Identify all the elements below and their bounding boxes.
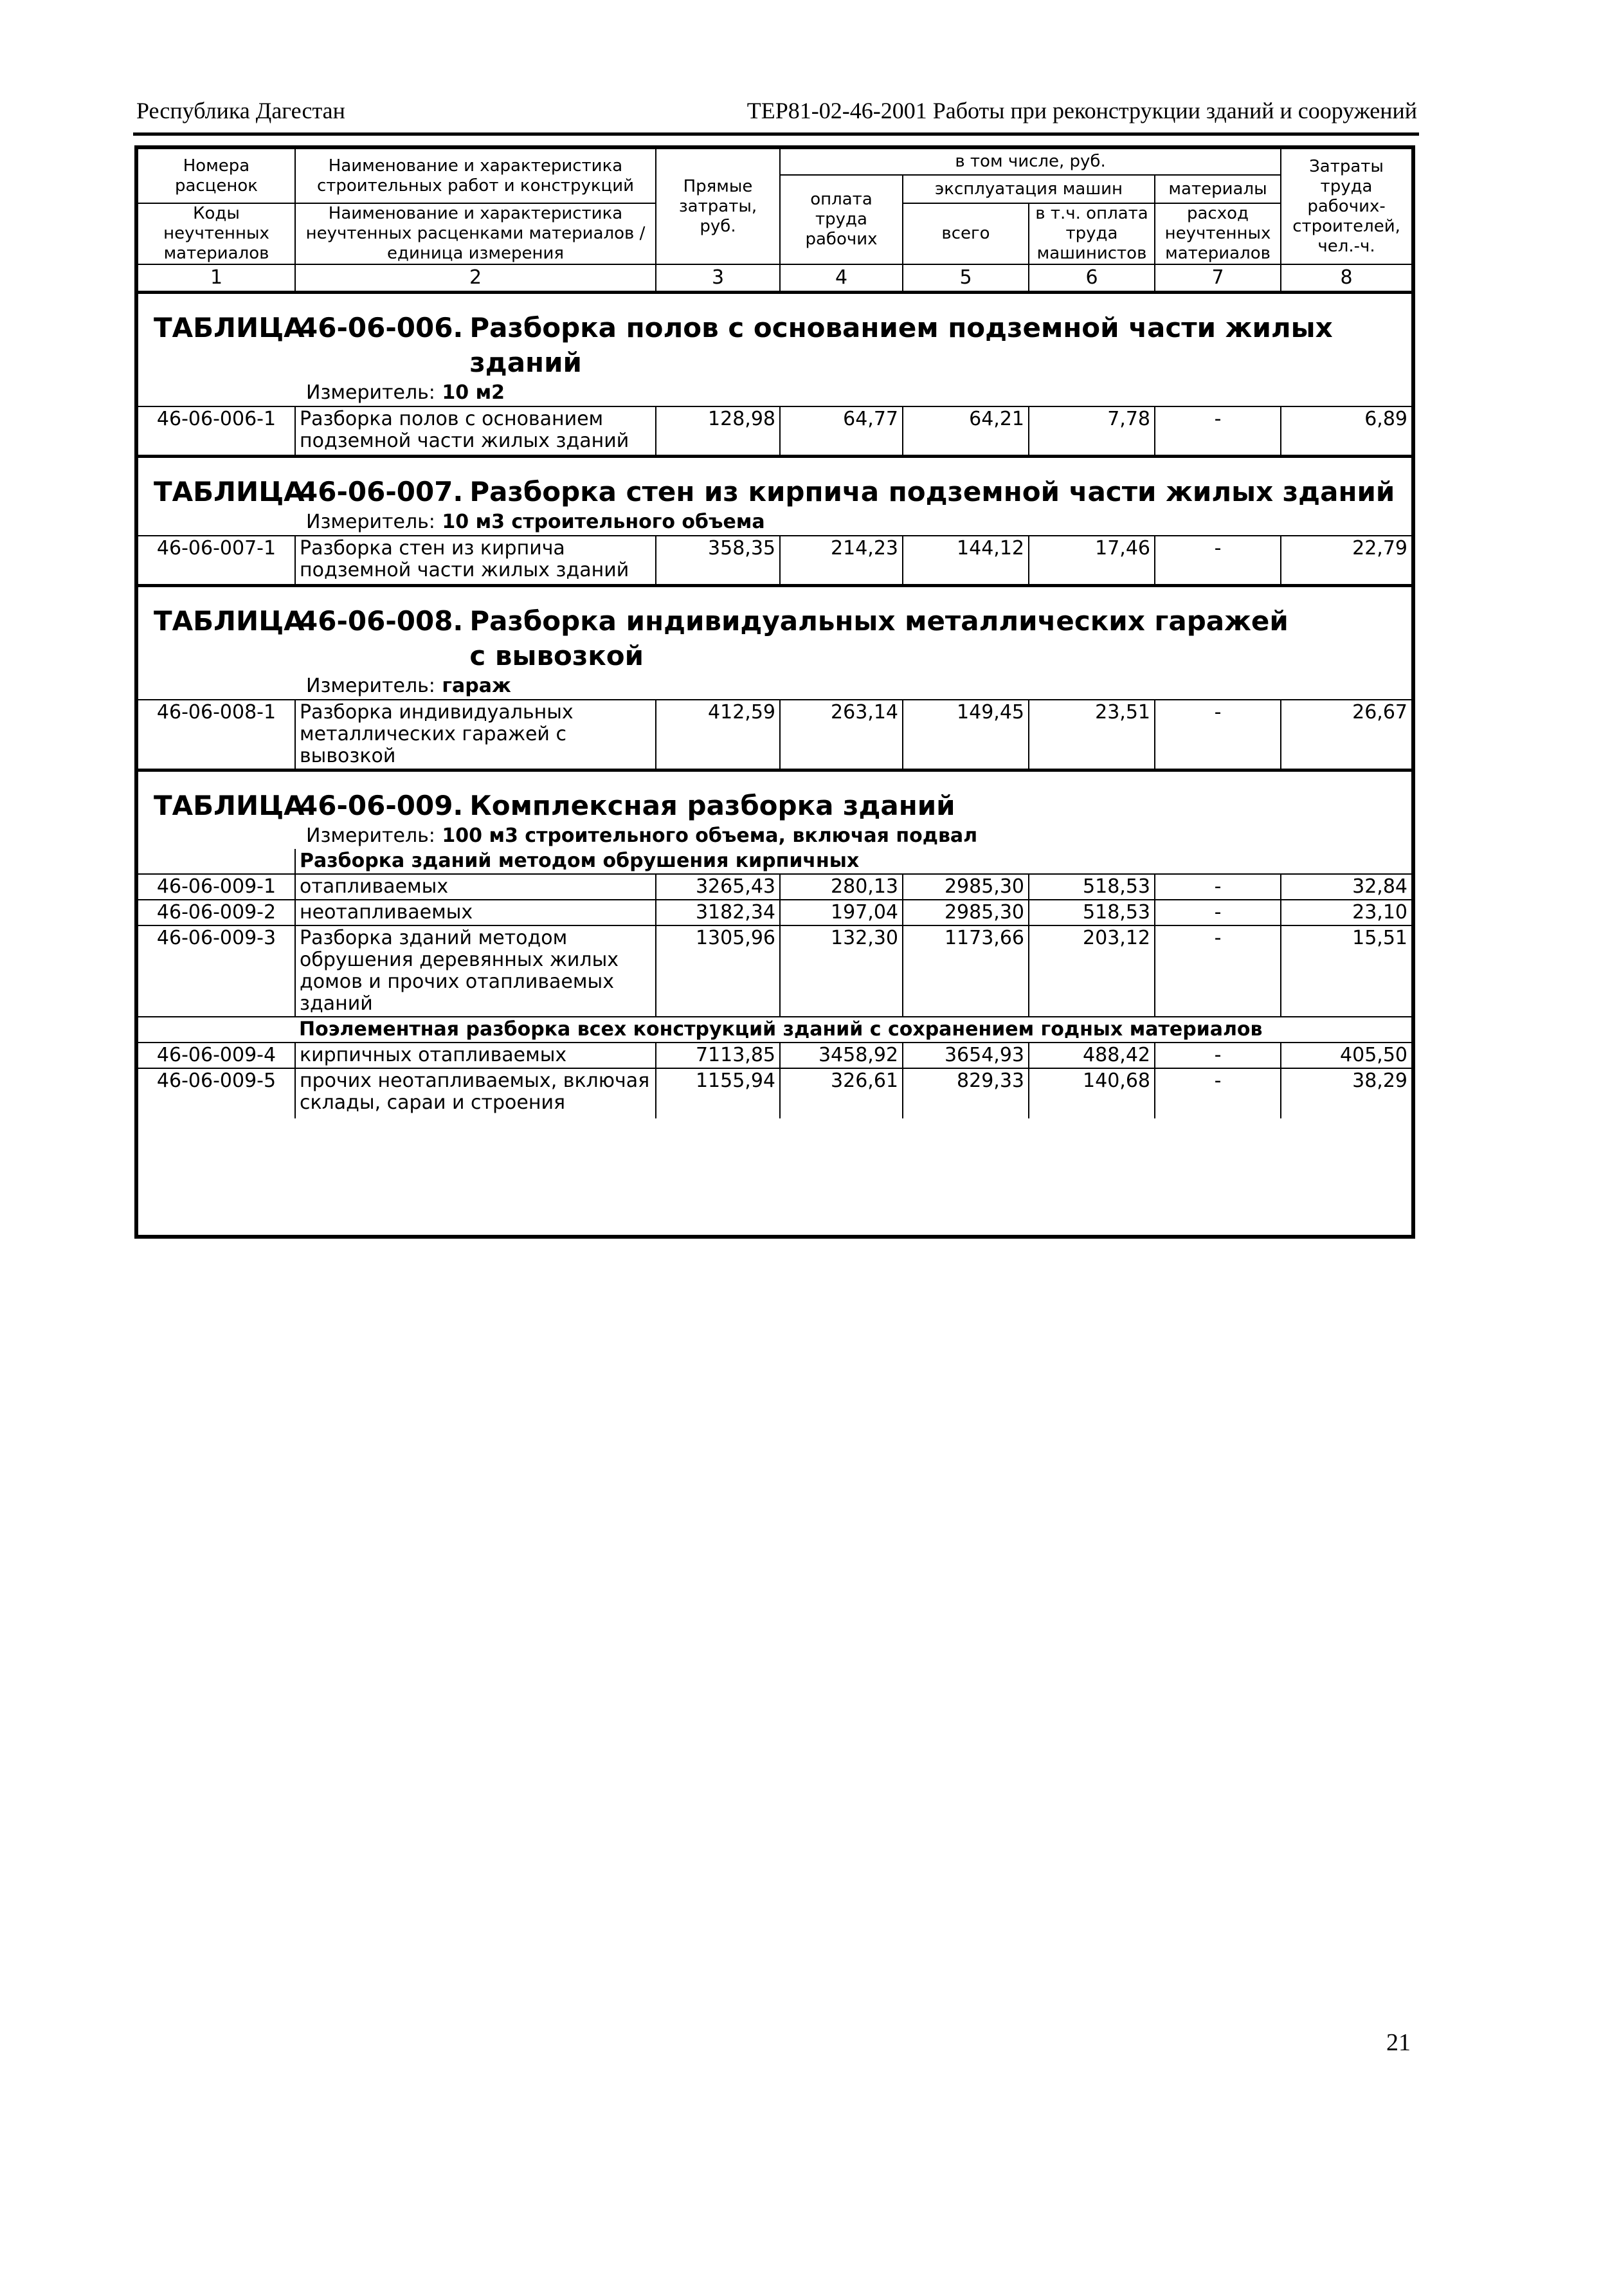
rate-name: прочих неотапливаемых, включая склады, сараи и строения [295, 1068, 656, 1118]
table-row [138, 700, 1411, 769]
header-machines: эксплуатация машин [903, 175, 1155, 203]
section-title-line: зданий [469, 347, 582, 378]
direct-cost: 7113,85 [656, 1043, 780, 1068]
machines-total: 144,12 [903, 536, 1029, 585]
header-material-codes: Коды неучтенных материалов [138, 203, 295, 264]
section-46-06-008 [138, 585, 1411, 770]
labor-hours: 38,29 [1281, 1068, 1411, 1118]
section-title [138, 475, 1411, 509]
rate-name: Разборка индивидуальных металлических гаражей с вывозкой [295, 700, 656, 769]
measure-label: Измеритель: [306, 381, 435, 404]
rate-code: 46-06-006-1 [138, 406, 295, 455]
header-document-title: ТЕР81-02-46-2001 Работы при реконструкции зданий и сооружений [746, 98, 1417, 123]
machinist-pay: 488,42 [1029, 1043, 1155, 1068]
machinist-pay: 7,78 [1029, 406, 1155, 455]
material-usage: - [1155, 1043, 1281, 1068]
section-46-06-007 [138, 456, 1411, 585]
rates-rows [138, 699, 1411, 770]
measure-value: гараж [442, 675, 511, 697]
machines-total: 2985,30 [903, 900, 1029, 925]
material-usage: - [1155, 925, 1281, 1017]
machines-total: 1173,66 [903, 925, 1029, 1017]
machinist-pay: 203,12 [1029, 925, 1155, 1017]
table-row [138, 536, 1411, 585]
header-direct-costs: Прямые затраты, руб. [656, 149, 780, 264]
table-row [138, 925, 1411, 1017]
table-row [138, 406, 1411, 455]
header-including: в том числе, руб. [780, 149, 1281, 175]
section-label: ТАБЛИЦА [154, 605, 305, 637]
direct-cost: 1155,94 [656, 1068, 780, 1118]
section-number: 46-06-009. [299, 790, 464, 821]
rate-name: Разборка полов с основанием подземной части жилых зданий [295, 406, 656, 455]
labor-pay: 280,13 [780, 874, 903, 900]
section-title-line: Разборка индивидуальных металлических гаражей [469, 605, 1289, 637]
machines-total: 64,21 [903, 406, 1029, 455]
measure-value: 10 м2 [442, 381, 505, 404]
header-machinist-pay: в т.ч. оплата труда машинистов [1029, 203, 1155, 264]
measure-unit [138, 509, 1411, 535]
measure-label: Измеритель: [306, 675, 435, 697]
rate-code: 46-06-009-5 [138, 1068, 295, 1118]
measure-unit [138, 823, 1411, 849]
header-work-name: Наименование и характеристика строительных работ и конструкций [295, 149, 656, 203]
column-number: 2 [295, 265, 656, 293]
table-row [138, 900, 1411, 925]
direct-cost: 128,98 [656, 406, 780, 455]
rate-code: 46-06-008-1 [138, 700, 295, 769]
labor-hours: 15,51 [1281, 925, 1411, 1017]
labor-pay: 64,77 [780, 406, 903, 455]
section-label: ТАБЛИЦА [154, 790, 305, 821]
rate-code: 46-06-009-3 [138, 925, 295, 1017]
subsection-heading: Поэлементная разборка всех конструкций зданий с сохранением годных материалов [295, 1017, 1411, 1043]
material-usage: - [1155, 700, 1281, 769]
section-number: 46-06-006. [299, 312, 464, 343]
labor-pay: 214,23 [780, 536, 903, 585]
rates-rows [138, 849, 1411, 1118]
section-46-06-009 [138, 770, 1411, 1118]
direct-cost: 412,59 [656, 700, 780, 769]
section-number: 46-06-007. [299, 476, 464, 507]
table-row [138, 874, 1411, 900]
machines-total: 829,33 [903, 1068, 1029, 1118]
measure-value: 10 м3 строительного объема [442, 511, 765, 533]
section-title-line: Разборка стен из кирпича подземной части жилых зданий [469, 476, 1395, 507]
header-material-usage: расход неучтенных материалов [1155, 203, 1281, 264]
rate-name: кирпичных отапливаемых [295, 1043, 656, 1068]
measure-unit [138, 380, 1411, 406]
section-number: 46-06-008. [299, 605, 464, 637]
direct-cost: 1305,96 [656, 925, 780, 1017]
rate-name: неотапливаемых [295, 900, 656, 925]
page-number: 21 [1386, 2029, 1411, 2056]
labor-pay: 263,14 [780, 700, 903, 769]
column-number: 8 [1281, 265, 1411, 293]
rates-rows [138, 535, 1411, 585]
material-usage: - [1155, 406, 1281, 455]
column-number: 6 [1029, 265, 1155, 293]
rate-code: 46-06-007-1 [138, 536, 295, 585]
direct-cost: 3265,43 [656, 874, 780, 900]
header-labor-pay: оплата труда рабочих [780, 175, 903, 264]
column-number: 5 [903, 265, 1029, 293]
column-numbers [138, 265, 1411, 294]
measure-value: 100 м3 строительного объема, включая подвал [442, 825, 978, 847]
column-header [138, 149, 1411, 265]
rates-rows [138, 406, 1411, 456]
section-label: ТАБЛИЦА [154, 312, 305, 343]
measure-label: Измеритель: [306, 511, 435, 533]
labor-hours: 6,89 [1281, 406, 1411, 455]
direct-cost: 3182,34 [656, 900, 780, 925]
rate-code: 46-06-009-2 [138, 900, 295, 925]
section-title [138, 311, 1411, 380]
subsection-row [138, 849, 1411, 874]
section-title-line: Комплексная разборка зданий [469, 790, 955, 821]
header-materials: материалы [1155, 175, 1281, 203]
measure-unit [138, 673, 1411, 699]
rates-table [134, 145, 1415, 1239]
table-row [138, 1043, 1411, 1068]
machinist-pay: 23,51 [1029, 700, 1155, 769]
section-title-line: с вывозкой [469, 640, 644, 671]
section-title [138, 604, 1411, 673]
machinist-pay: 518,53 [1029, 874, 1155, 900]
labor-hours: 26,67 [1281, 700, 1411, 769]
column-number: 4 [780, 265, 903, 293]
section-label: ТАБЛИЦА [154, 476, 305, 507]
labor-hours: 22,79 [1281, 536, 1411, 585]
machines-total: 2985,30 [903, 874, 1029, 900]
column-number: 1 [138, 265, 295, 293]
subsection-heading: Разборка зданий методом обрушения кирпичных [295, 849, 1411, 874]
material-usage: - [1155, 536, 1281, 585]
header-machines-total: всего [903, 203, 1029, 264]
column-number: 3 [656, 265, 780, 293]
direct-cost: 358,35 [656, 536, 780, 585]
labor-hours: 32,84 [1281, 874, 1411, 900]
header-labor-hours: Затраты труда рабочих-строителей, чел.-ч. [1281, 149, 1411, 264]
labor-hours: 23,10 [1281, 900, 1411, 925]
header-rule [133, 132, 1419, 136]
section-title-line: Разборка полов с основанием подземной части жилых [469, 312, 1333, 343]
machinist-pay: 140,68 [1029, 1068, 1155, 1118]
labor-pay: 197,04 [780, 900, 903, 925]
subsection-row [138, 1017, 1411, 1043]
machines-total: 3654,93 [903, 1043, 1029, 1068]
rate-code: 46-06-009-4 [138, 1043, 295, 1068]
rate-code: 46-06-009-1 [138, 874, 295, 900]
labor-pay: 326,61 [780, 1068, 903, 1118]
machinist-pay: 518,53 [1029, 900, 1155, 925]
material-usage: - [1155, 874, 1281, 900]
material-usage: - [1155, 1068, 1281, 1118]
measure-label: Измеритель: [306, 825, 435, 847]
column-number: 7 [1155, 265, 1281, 293]
material-usage: - [1155, 900, 1281, 925]
labor-pay: 3458,92 [780, 1043, 903, 1068]
header-material-names: Наименование и характеристика неучтенных расценками материалов / единица измерения [295, 203, 656, 264]
table-row [138, 1068, 1411, 1118]
rate-name: отапливаемых [295, 874, 656, 900]
machinist-pay: 17,46 [1029, 536, 1155, 585]
section-46-06-006 [138, 294, 1411, 456]
rate-name: Разборка стен из кирпича подземной части жилых зданий [295, 536, 656, 585]
labor-hours: 405,50 [1281, 1043, 1411, 1068]
section-title [138, 788, 1411, 823]
header-region: Республика Дагестан [136, 98, 345, 123]
labor-pay: 132,30 [780, 925, 903, 1017]
header-rate-number: Номера расценок [138, 149, 295, 203]
machines-total: 149,45 [903, 700, 1029, 769]
rate-name: Разборка зданий методом обрушения деревянных жилых домов и прочих отапливаемых зданий [295, 925, 656, 1017]
